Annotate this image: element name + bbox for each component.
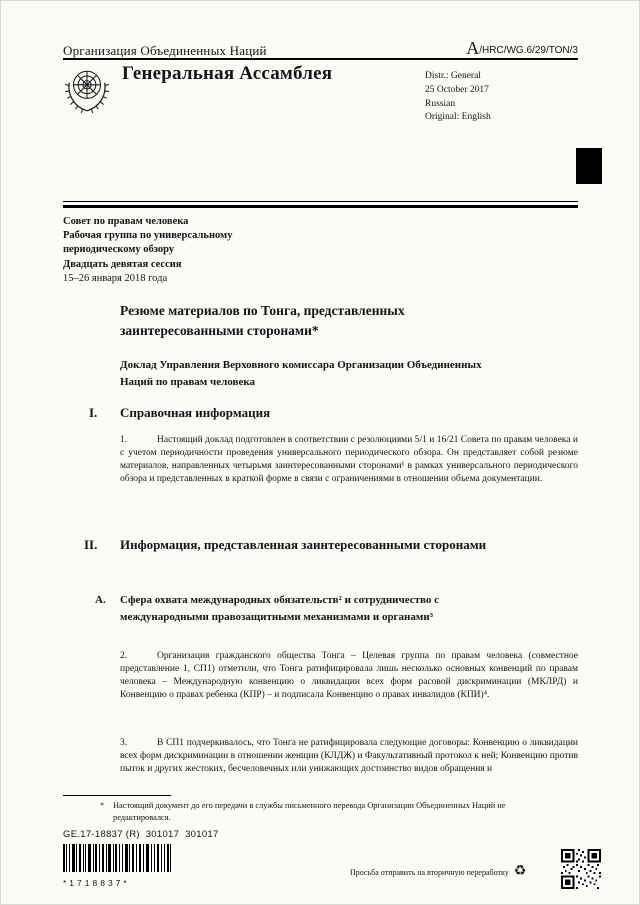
paragraph-1-number: 1. — [120, 435, 128, 445]
distr-type: Distr.: General — [425, 71, 481, 81]
distribution-block — [425, 70, 491, 125]
doc-symbol-number: /HRC/WG.6/29/TON/3 — [479, 45, 578, 56]
footnote-text: Настоящий документ до его передачи в службы письменного перевода Организации Объединенных Наций не редактировался. — [113, 801, 506, 823]
document-subtitle: Доклад Управления Верховного комиссара Организации Объединенных Наций по правам человека — [120, 359, 482, 388]
section-1-title: Справочная информация — [120, 405, 271, 420]
paragraph-2-number: 2. — [120, 651, 128, 661]
subsection-a-heading — [95, 592, 522, 625]
recycle-note — [350, 865, 526, 879]
session-dates: 15–26 января 2018 года — [63, 272, 168, 284]
footnote — [100, 800, 565, 824]
paragraph-2 — [120, 650, 578, 702]
masthead-thick-rule — [63, 205, 578, 208]
barcode-text: *1718837* — [63, 878, 130, 888]
subsection-a-letter: A. — [95, 594, 106, 606]
distr-language: Russian — [425, 98, 456, 109]
qr-code-icon — [561, 849, 601, 889]
session-number: Двадцать девятая сессия — [63, 258, 182, 270]
section-1-heading — [89, 405, 270, 421]
recycle-text: Просьба отправить на вторичную переработку — [350, 867, 509, 877]
header-rule — [63, 58, 578, 60]
doc-symbol-letter: A — [466, 38, 480, 58]
recycle-icon: ♻ — [513, 864, 527, 879]
section-2-number: II. — [84, 537, 98, 552]
document-code: GE.17-18837 (R) 301017 301017 — [63, 829, 219, 840]
masthead-thin-rule — [63, 201, 578, 202]
print-registration-mark — [576, 148, 602, 184]
barcode-bars-icon — [63, 844, 171, 872]
footnote-separator — [63, 795, 171, 796]
org-name: Организация Объединенных Наций — [63, 43, 267, 58]
document-title: Резюме материалов по Тонга, представленных заинтересованными сторонами* — [120, 303, 405, 339]
un-emblem-icon — [61, 64, 113, 116]
subsection-a-title: Сфера охвата международных обязательств² и сотрудничество с международными правозащитными механизмами и органами³ — [120, 594, 440, 623]
paragraph-2-text: Организация гражданского общества Тонга – Целевая группа по правам человека (совместное представление 1, СП1) отметили, что Тонга ратифицировала лишь несколько основных конвенций по правам человека – Международную конвенцию о ликвидации всех форм расовой дискриминации (МКЛРД) и Конвенцию о правах ребенка (КПР) – и подписала Конвенцию о правах инвалидов (КПИ)⁴. — [120, 651, 578, 701]
section-2-title: Информация, представленная заинтересованными сторонами — [120, 537, 487, 552]
distr-original: Original: English — [425, 112, 491, 123]
paragraph-3-text: В СП1 подчеркивалось, что Тонга не ратифицировала следующие договоры: Конвенцию о ликвидации всех форм дискриминации в отношении женщин (КЛДЖ) и Факультативный протокол к ней; Конвенцию против пыток и других жестоких, бесчеловечных или унижающих достоинство видов обращения и — [120, 738, 578, 775]
doc-symbol — [466, 38, 578, 59]
paragraph-1-text: Настоящий доклад подготовлен в соответствии с резолюциями 5/1 и 16/21 Совета по правам человека и с учетом периодичности проведения универсального периодического обзора. Он представляет собой резюме материалов, направленных четырьмя заинтересованными сторонами¹ в рамках универсального периодического обзора и представленных в краткой форме в связи с ограничениями в отношении объема документации. — [120, 435, 578, 485]
distr-date: 25 October 2017 — [425, 84, 489, 95]
footnote-symbol: * — [100, 801, 105, 810]
section-1-number: I. — [89, 405, 98, 420]
working-group-name: Рабочая группа по универсальному периодическому обзору — [63, 230, 233, 256]
section-2-heading — [84, 536, 550, 555]
session-block — [63, 215, 255, 286]
paragraph-1 — [120, 434, 578, 486]
document-header — [63, 38, 578, 59]
paragraph-3 — [120, 737, 578, 776]
paragraph-3-number: 3. — [120, 738, 128, 748]
assembly-title: Генеральная Ассамблея — [122, 63, 333, 84]
barcode — [63, 844, 171, 888]
council-name: Совет по правам человека — [63, 216, 189, 227]
